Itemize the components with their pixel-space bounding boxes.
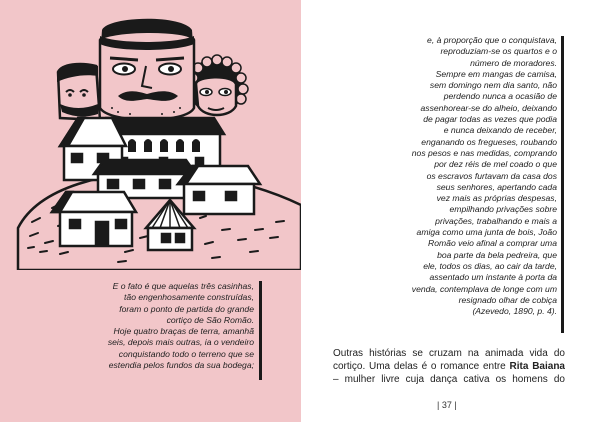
left-quote-line: conquistando todo o terreno que se	[118, 348, 254, 359]
page-number: | 37 |	[437, 400, 457, 410]
right-quote-line: número de moradores.	[470, 57, 557, 68]
right-face	[188, 55, 248, 115]
left-quote-line: cortiço de São Romão.	[166, 314, 254, 325]
right-quote-line: e, à proporção que o conquistava,	[427, 35, 557, 45]
left-quote-line: Hoje quatro braças de terra, amanhã	[113, 326, 254, 337]
left-quote-line: E o fato é que aquelas três casinhas,	[112, 281, 254, 291]
right-quote-line: boa parte da bela pedreira, que	[437, 249, 557, 260]
right-quote-line: nos pesos e nas medidas, comprando	[411, 147, 557, 158]
right-quote-line: sem domingo nem dia santo, não	[429, 80, 557, 91]
left-quote-line: estendia pelos fundos da sua bodega;	[108, 360, 254, 371]
left-quote-line: seis, depois mais outras, ia o vendeiro	[107, 337, 254, 348]
right-quote-line: amiga como uma junta de bois, João	[416, 227, 557, 238]
right-quote-line: por dez réis de mel coado o que	[434, 159, 557, 170]
left-quote-bar	[259, 281, 262, 380]
right-quote-line: vez mais as próprias despesas,	[436, 193, 557, 204]
right-quote-line: privações, trabalhando e mais a	[435, 215, 557, 226]
right-quote-line: assenhorear-se do alheio, deixando	[420, 102, 557, 113]
right-quote-line: os escravos furtavam da casa dos	[426, 170, 557, 181]
bottom-left-house	[52, 192, 136, 246]
cortico-illustration	[0, 0, 301, 270]
left-quote	[92, 281, 254, 371]
right-quote-line: Romão veio afinal a comprar uma	[428, 238, 557, 249]
right-quote-line: Sempre em mangas de camisa,	[435, 68, 557, 79]
right-quote-bar	[561, 36, 564, 333]
right-quote-citation: (Azevedo, 1890, p. 4).	[472, 306, 557, 317]
right-quote-line: assentado um instante à porta da	[429, 272, 557, 283]
body-line: – mulher livre cuja dança cativa os homens do	[333, 374, 565, 385]
right-house	[178, 166, 260, 214]
right-quote-line: venda, contemplava de longe com um	[411, 283, 557, 294]
body-line-text: cortiço. Uma delas é o romance entre	[333, 361, 510, 372]
right-quote-line: resignado olhar de cobiça	[458, 294, 557, 305]
right-quote-line: empilhando privações sobre	[449, 204, 557, 215]
right-quote-line: e nunca deixando de receber,	[443, 125, 557, 136]
right-quote-line: de pagar todas as vezes que podia	[423, 114, 557, 125]
right-quote-line: reproduziam-se os quartos e o	[440, 46, 557, 57]
left-face	[57, 63, 100, 120]
right-quote-line: enganando os fregueses, roubando	[421, 136, 557, 147]
left-quote-line: foram o ponto de partida do grande	[119, 303, 254, 314]
central-face	[100, 19, 194, 120]
left-quote-line: tão engenhosamente construídas,	[124, 292, 254, 303]
right-page	[301, 0, 600, 422]
right-quote-line: perdendo nunca a ocasião de	[443, 91, 557, 102]
body-line	[333, 360, 565, 373]
right-quote-line: ele, todos os dias, ao cair da tarde,	[423, 260, 557, 271]
right-quote-line: seus senhores, apertando cada	[436, 181, 557, 192]
character-name-rita-baiana: Rita Baiana	[509, 361, 565, 372]
body-line: Outras histórias se cruzam na animada vida do	[333, 348, 565, 359]
body-paragraph	[333, 347, 565, 386]
right-quote	[381, 35, 557, 317]
